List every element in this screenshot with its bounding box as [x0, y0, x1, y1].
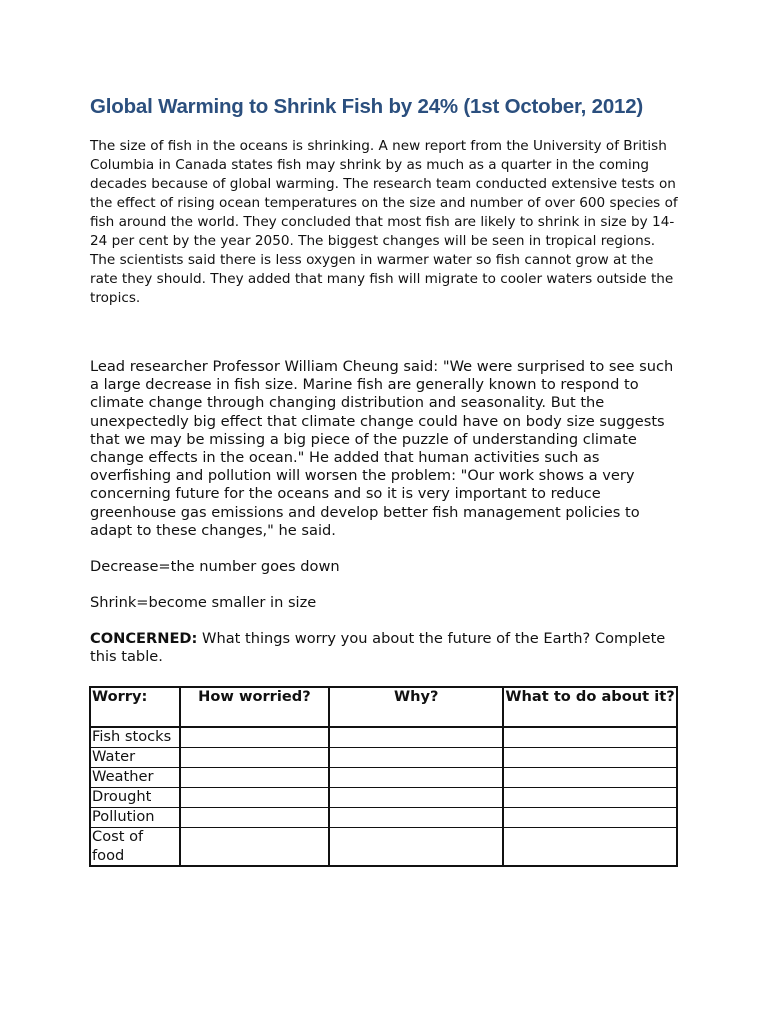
table-row — [90, 768, 677, 788]
what-to-do-cell[interactable] — [503, 808, 677, 828]
definition-decrease: Decrease=the number goes down — [90, 558, 340, 575]
definition-shrink: Shrink=become smaller in size — [90, 594, 317, 611]
header-what-to-do: What to do about it? — [503, 687, 677, 727]
table-header-row — [90, 687, 677, 727]
row-label: Water — [90, 748, 180, 768]
task-instruction — [90, 630, 682, 666]
why-cell[interactable] — [329, 788, 503, 808]
row-label: Drought — [90, 788, 180, 808]
article-title: Global Warming to Shrink Fish by 24% (1st October, 2012) — [90, 95, 644, 118]
quote-paragraph: Lead researcher Professor William Cheung said: "We were surprised to see such a large decrease in fish size. Marine fish are generally known to respond to climate change through changing distribution and seasonality. But the unexpectedly big effect that climate change could have on body size suggests that we may be missing a big piece of the puzzle of understanding climate change effects in the ocean." He added that human activities such as overfishing and pollution will worsen the problem: "Our work shows a very concerning future for the oceans and so it is very important to reduce greenhouse gas emissions and develop better fish management policies to adapt to these changes," he said. — [90, 358, 674, 539]
what-to-do-cell[interactable] — [503, 828, 677, 867]
why-cell[interactable] — [329, 768, 503, 788]
how-worried-cell[interactable] — [180, 788, 330, 808]
header-worry: Worry: — [90, 687, 180, 727]
row-label: Fish stocks — [90, 727, 180, 748]
why-cell[interactable] — [329, 748, 503, 768]
task-text: What things worry you about the future of the Earth? Complete this table. — [90, 630, 666, 666]
task-label: CONCERNED: — [90, 630, 198, 647]
row-label: Pollution — [90, 808, 180, 828]
how-worried-cell[interactable] — [180, 727, 330, 748]
row-label: Weather — [90, 768, 180, 788]
how-worried-cell[interactable] — [180, 828, 330, 867]
table-row — [90, 727, 677, 748]
what-to-do-cell[interactable] — [503, 768, 677, 788]
why-cell[interactable] — [329, 828, 503, 867]
how-worried-cell[interactable] — [180, 748, 330, 768]
table-row — [90, 748, 677, 768]
header-why: Why? — [329, 687, 503, 727]
what-to-do-cell[interactable] — [503, 748, 677, 768]
what-to-do-cell[interactable] — [503, 788, 677, 808]
how-worried-cell[interactable] — [180, 768, 330, 788]
intro-paragraph: The size of fish in the oceans is shrinking. A new report from the University of British Columbia in Canada states fish may shrink by as much as a quarter in the coming decades because of global warming. The research team conducted extensive tests on the effect of rising ocean temperatures on the size and number of over 600 species of fish around the world. They concluded that most fish are likely to shrink in size by 14-24 per cent by the year 2050. The biggest changes will be seen in tropical regions. The scientists said there is less oxygen in warmer water so fish cannot grow at the rate they should. They added that many fish will migrate to cooler waters outside the tropics. — [90, 138, 678, 306]
table-row — [90, 788, 677, 808]
why-cell[interactable] — [329, 727, 503, 748]
worry-table — [89, 686, 678, 867]
what-to-do-cell[interactable] — [503, 727, 677, 748]
row-label: Cost of food — [90, 828, 180, 867]
why-cell[interactable] — [329, 808, 503, 828]
table-row — [90, 828, 677, 867]
table-row — [90, 808, 677, 828]
how-worried-cell[interactable] — [180, 808, 330, 828]
header-how-worried: How worried? — [180, 687, 330, 727]
